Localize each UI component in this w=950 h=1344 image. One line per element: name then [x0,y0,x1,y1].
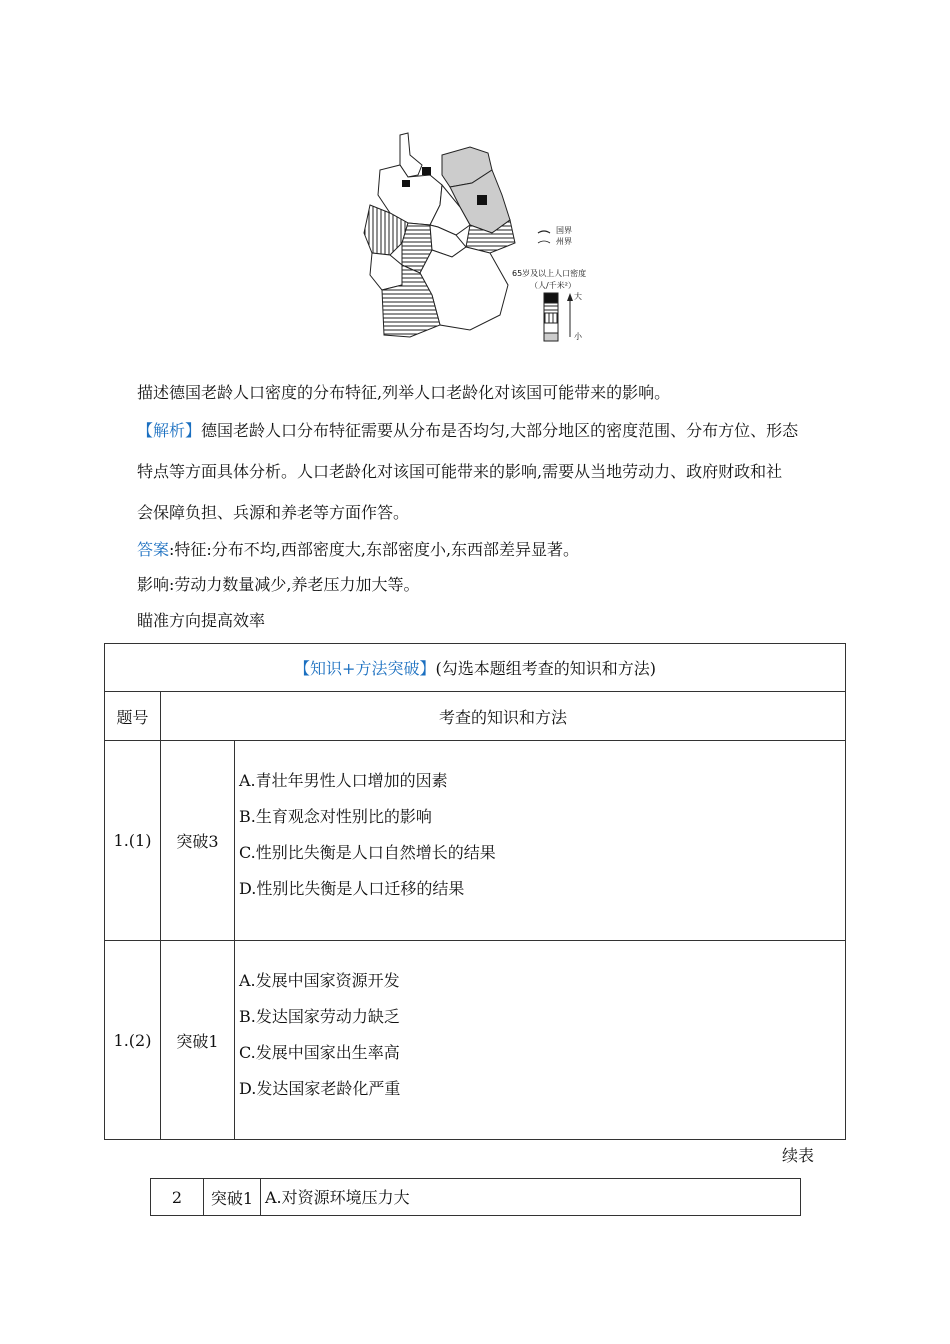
analysis-line1 [137,421,798,441]
legend-guojie: 国界 [556,226,572,235]
legend-unit: （人/千米²） [530,281,576,290]
legend-title: 65岁及以上人口密度 [512,269,587,278]
analysis-line3: 会保障负担、兵源和养老等方面作答。 [137,503,410,522]
row-num: 1.(2) [105,941,161,1140]
option-c: C.性别比失衡是人口自然增长的结果 [239,843,496,862]
analysis-line2: 特点等方面具体分析。人口老龄化对该国可能带来的影响,需要从当地劳动力、政府财政和社 [137,462,783,481]
knowledge-table [104,643,846,1140]
col-num-header: 题号 [105,692,161,741]
table-row [105,941,846,1140]
table-row [105,741,846,941]
map-region-rlp [370,253,402,290]
row-tag: 突破3 [161,741,235,941]
row-num: 1.(1) [105,741,161,941]
option-a: A.发展中国家资源开发 [239,971,400,990]
continued-label: 续表 [782,1146,815,1165]
col-content-header: 考查的知识和方法 [161,692,846,741]
row-tag: 突破1 [161,941,235,1140]
row-options [235,741,846,941]
answer-feature [137,540,579,560]
germany-map-figure [360,125,600,350]
map-hamburg-mark [422,167,431,175]
table-header-tag: 【知识+方法突破】 [294,659,436,678]
answer-feature-text: :特征:分布不均,西部密度大,东部密度小,东西部差异显著。 [169,540,580,559]
table-header [105,644,846,692]
continued-table [150,1178,801,1216]
map-bremen-mark [402,180,410,187]
row-option: A.对资源环境压力大 [261,1179,801,1216]
option-d: D.性别比失衡是人口迁移的结果 [239,879,465,898]
answer-tag: 答案 [137,540,170,559]
table-row [151,1179,801,1216]
answer-impact: 影响:劳动力数量减少,养老压力加大等。 [137,575,420,594]
option-a: A.青壮年男性人口增加的因素 [239,771,448,790]
analysis-tag: 【解析】 [137,421,202,440]
analysis-text1: 德国老龄人口分布特征需要从分布是否均匀,大部分地区的密度范围、分布方位、形态 [201,421,799,440]
row-tag: 突破1 [204,1179,261,1216]
row-num: 2 [151,1179,204,1216]
row-options [235,941,846,1140]
option-c: C.发展中国家出生率高 [239,1043,400,1062]
question-text: 描述德国老龄人口密度的分布特征,列举人口老龄化对该国可能带来的影响。 [137,383,671,402]
option-b: B.发达国家劳动力缺乏 [239,1007,400,1026]
option-d: D.发达国家老龄化严重 [239,1079,401,1098]
legend-small: 小 [574,332,582,341]
option-b: B.生育观念对性别比的影响 [239,807,432,826]
legend-big: 大 [574,292,582,301]
map-berlin-mark [477,195,487,205]
table-header-text: (勾选本题组考查的知识和方法) [435,659,656,678]
section-title: 瞄准方向提高效率 [137,611,266,630]
legend-zhoujie: 州界 [556,237,572,246]
